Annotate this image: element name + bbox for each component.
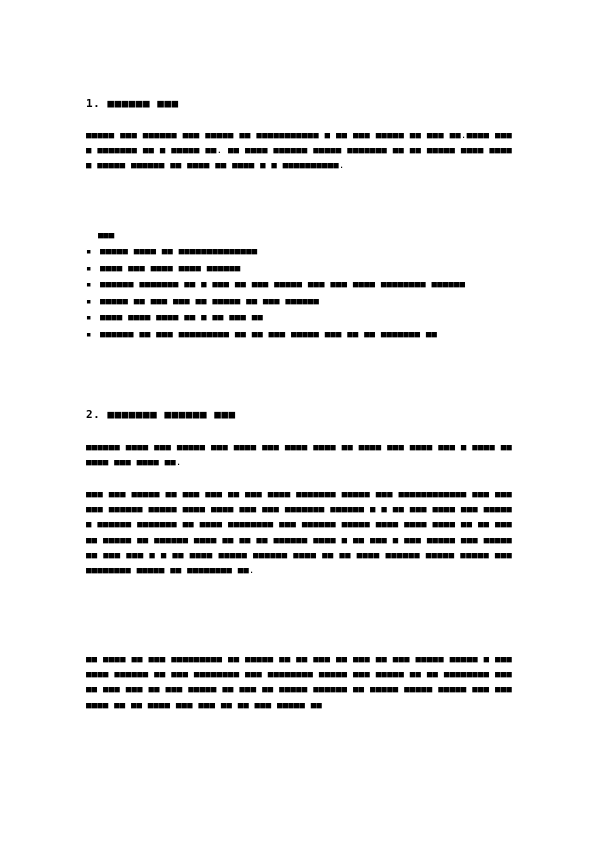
bullet-icon: ▪ [86,247,92,257]
list-item-text: ■■■■ ■■■ ■■■■ ■■■■ ■■■■■■ [100,263,241,274]
list-item-text: ■■■■■ ■■■■ ■■ ■■■■■■■■■■■■■■ [100,247,258,257]
list-item [86,311,512,326]
list-item [86,262,512,277]
section-1-heading: 1. ■■■■■■ ■■■ [86,97,179,110]
section-2-paragraph-1: ■■■■■■ ■■■■ ■■■ ■■■■■ ■■■ ■■■■ ■■■ ■■■■ ■■■■ ■■ ■■■■ ■■■ ■■■■ ■■■ ■ ■■■■ ■■■■■■ ■■■ ■■■■ ■■. [86,443,512,469]
bullet-icon: ▪ [86,280,92,290]
list-label: ■■■ [98,231,115,241]
section-1-paragraph: ■■■■■ ■■■ ■■■■■■ ■■■ ■■■■■ ■■ ■■■■■■■■■■■ ■ ■■ ■■■ ■■■■■ ■■ ■■■ ■■.■■■■ ■■■■ ■■■■■■■ ■■ ■ ■■■■■ ■■. ■■ ■■■■ ■■■■■■ ■■■■■ ■■■■■■■ ■■ ■■ ■■■■■ ■■■■ ■■■■■ ■■■■■ ■■■■■■ ■■ ■■■■ ■■ ■■■■ ■ ■ ■■■■■■■■■■. [86,131,512,172]
bullet-icon: ▪ [86,329,92,340]
list-item [86,245,512,260]
bullet-icon: ▪ [86,296,92,307]
list-item-text: ■■■■ ■■■■ ■■■■ ■■ ■ ■■ ■■■ ■■ [100,313,263,323]
section-2-paragraph-3: ■■ ■■■■ ■■ ■■■ ■■■■■■■■■ ■■ ■■■■■ ■■ ■■ ■■■ ■■ ■■■ ■■ ■■■ ■■■■■ ■■■■■ ■ ■■■ ■■■■ ■■■■■■ ■■ ■■■ ■■■■■■■■ ■■■ ■■■■■■■■ ■■■■■ ■■■ ■■■■■ ■■ ■■ ■■■■■■■■ ■■■■■ ■■■ ■■■ ■■ ■■■ ■■■■■ ■■ ■■■ ■■ ■■■■■ ■■■■■■ ■■ ■■■■■ ■■■■■ ■■■■■ ■■■ ■■■ ■■■■ ■■ ■■ ■■■■ ■■■ ■■■ ■■ ■■ ■■■ ■■■■■ ■■ [86,655,512,711]
section-1-list [86,245,512,344]
section-2-heading: 2. ■■■■■■■ ■■■■■■ ■■■ [86,408,236,421]
bullet-icon: ▪ [86,263,92,274]
list-item [86,328,512,343]
list-item [86,295,512,310]
list-item [86,278,512,293]
list-item-text: ■■■■■ ■■ ■■■ ■■■ ■■ ■■■■■ ■■ ■■■ ■■■■■■ [100,296,320,307]
bullet-icon: ▪ [86,313,92,323]
section-2-paragraph-2: ■■■ ■■■ ■■■■■ ■■ ■■■ ■■■ ■■ ■■■ ■■■■ ■■■■■■■ ■■■■■ ■■■ ■■■■■■■■■■■■ ■■■ ■■■■■■ ■■■■■■ ■■■■■ ■■■■ ■■■■ ■■■ ■■■ ■■■■■■■ ■■■■■■ ■ ■ ■■ ■■■ ■■■■ ■■■ ■■■■■■ ■■■■■■ ■■■■■■■ ■■ ■■■■ ■■■■■■■■ ■■■ ■■■■■■ ■■■■■ ■■■■ ■■■■ ■■■■ ■■ ■■ ■■■■■ ■■■■■ ■■ ■■■■■■ ■■■■ ■■ ■■ ■■ ■■■■■■ ■■■■ ■ ■■ ■■■ ■ ■■■ ■■■■■ ■■■ ■■■■■ ■■ ■■■ ■■■ ■ ■ ■■ ■■■■ ■■■■■ ■■■■■■ ■■■■ ■■ ■■ ■■■■ ■■■■■■ ■■■■■ ■■■■■ ■■■ ■■■■■■■■ ■■■■■ ■■ ■■■■■■■■ ■■. [86,490,512,577]
list-item-text: ■■■■■■ ■■■■■■■ ■■ ■ ■■■ ■■ ■■■ ■■■■■ ■■■ ■■■ ■■■■ ■■■■■■■■ ■■■■■■ [100,280,466,290]
list-item-text: ■■■■■■ ■■ ■■■ ■■■■■■■■■ ■■ ■■ ■■■ ■■■■■ ■■■ ■■ ■■ ■■■■■■■ ■■ [100,329,438,340]
